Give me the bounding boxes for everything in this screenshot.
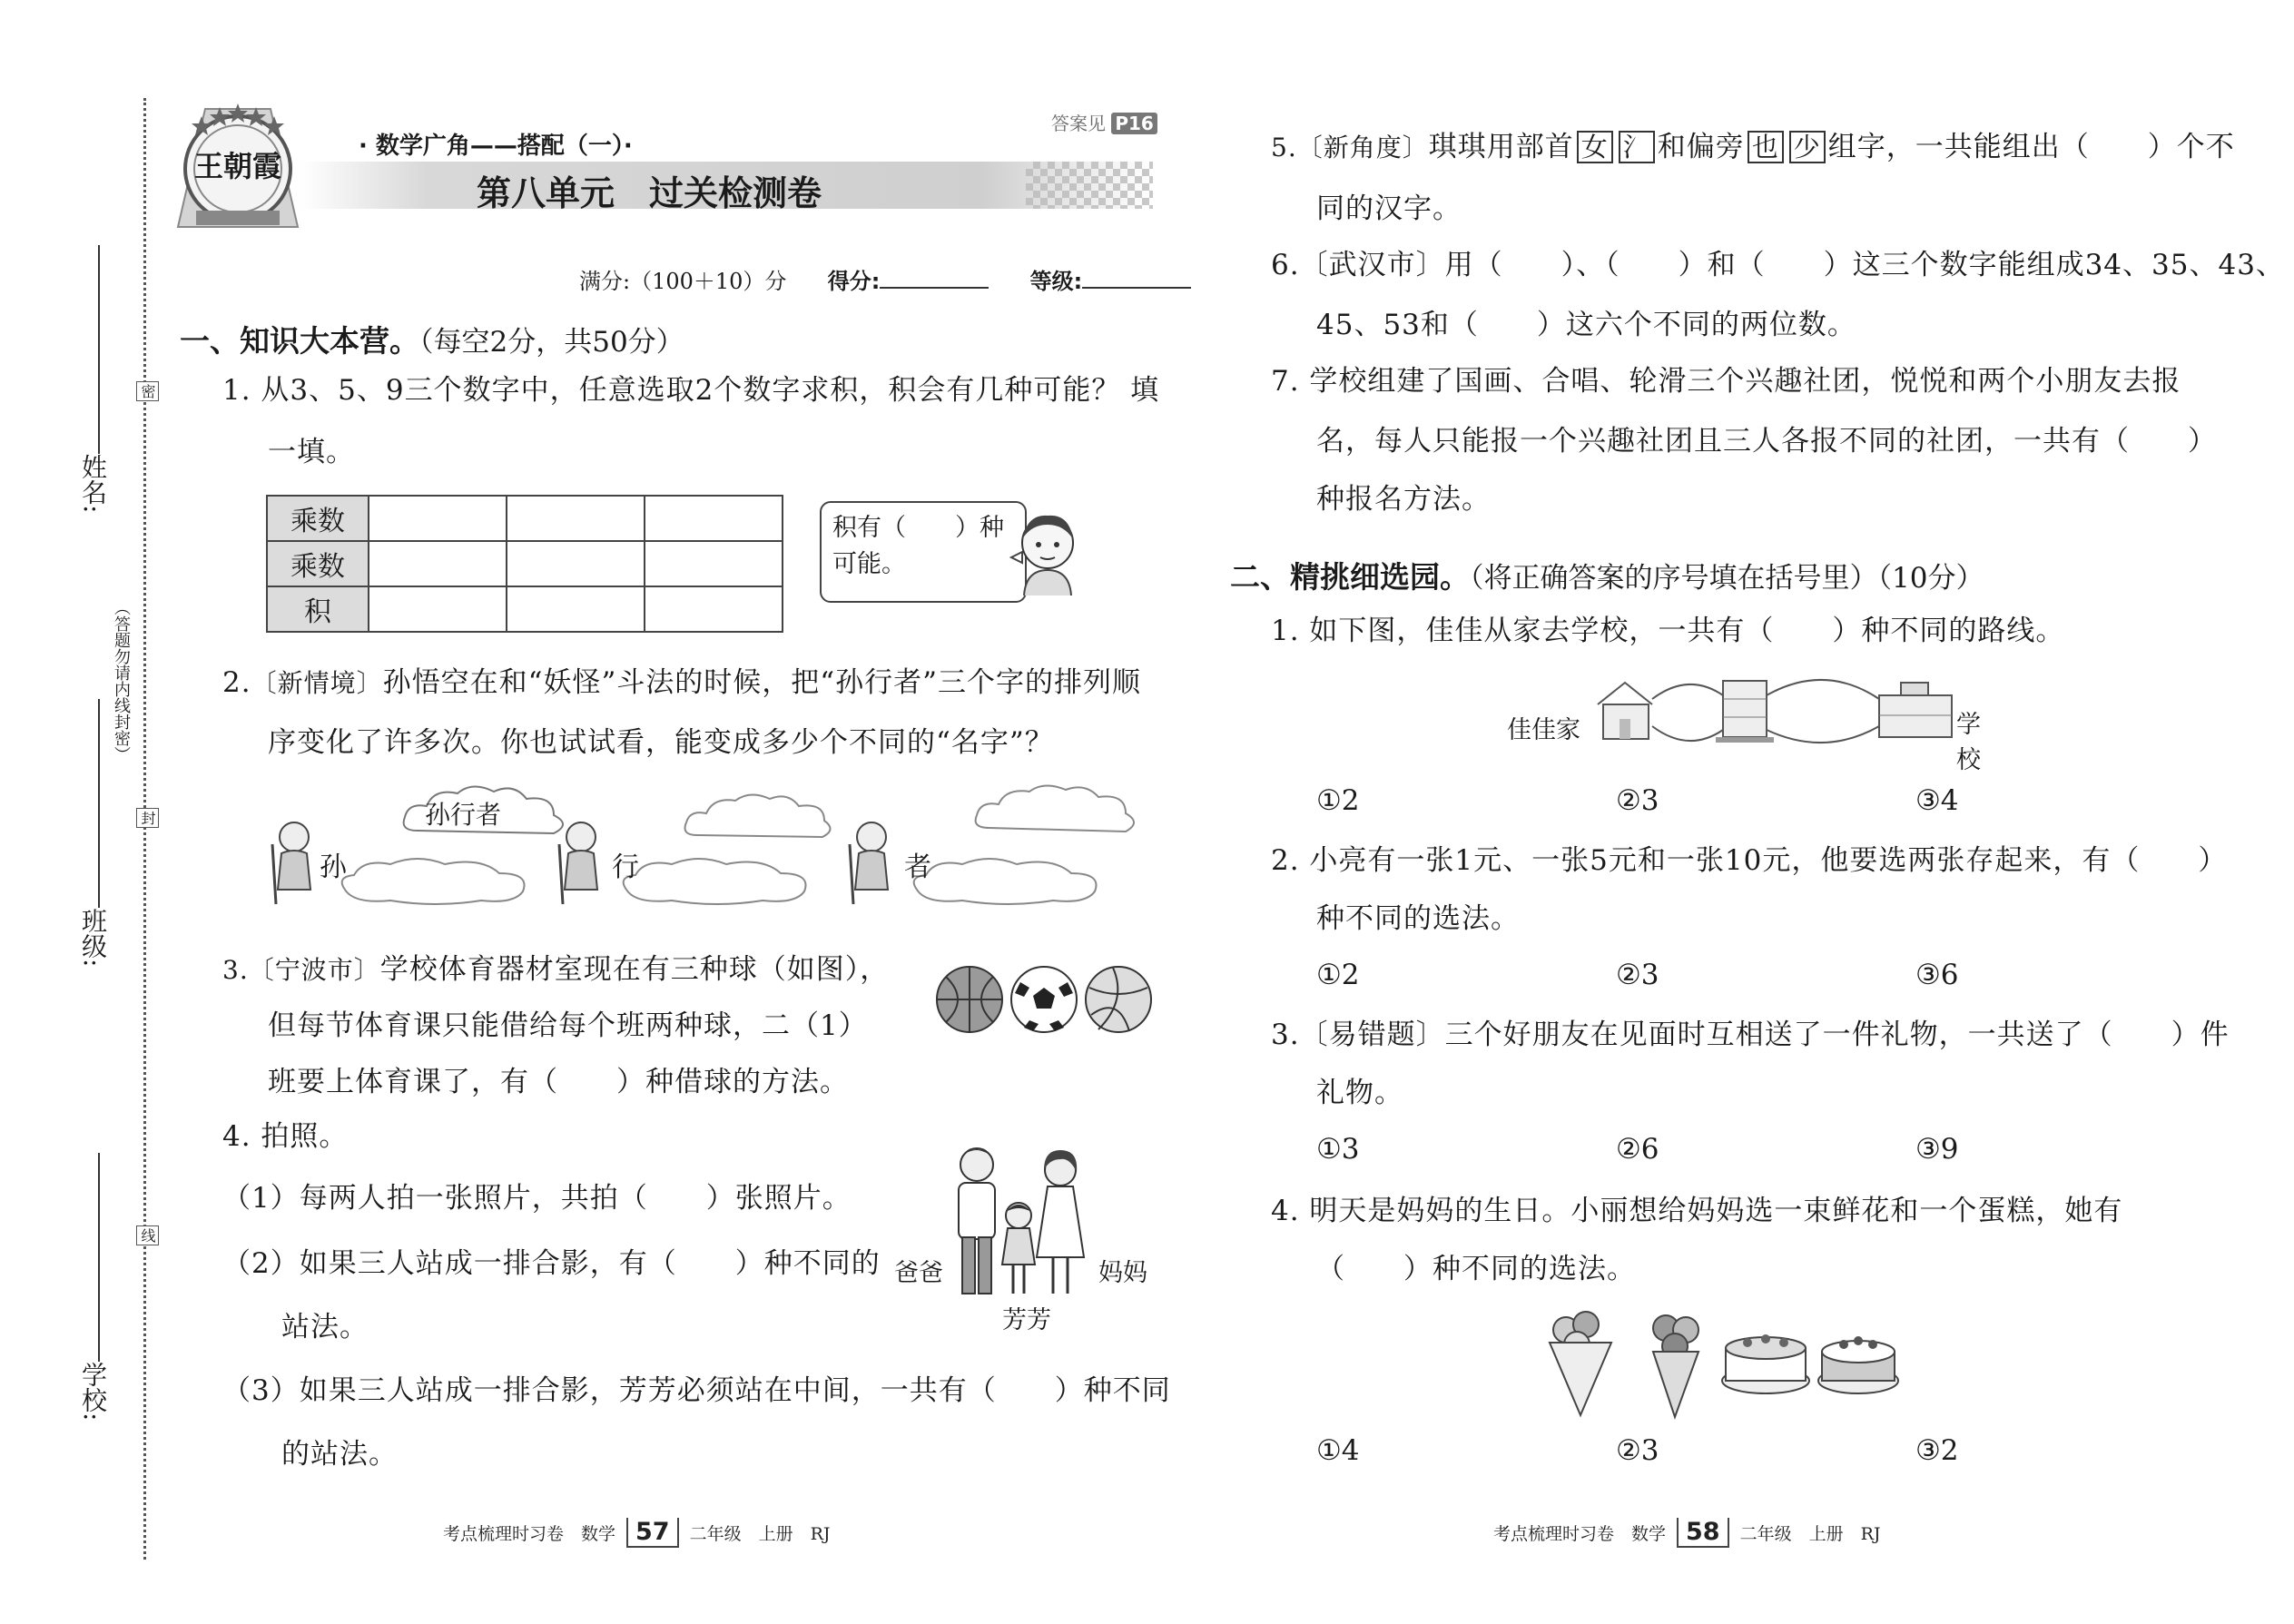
m1-option-c[interactable]: ③4 [1915,784,1959,817]
q2-text: 孙悟空在和“妖怪”斗法的时候，把“孙行者”三个字的排列顺 [382,666,1141,699]
q6-line1: 6.〔武汉市〕用（ ）、（ ）和（ ）这三个数字能组成34、35、43、 [1271,249,2285,281]
m1-option-a[interactable]: ①2 [1316,784,1360,817]
radical-box-1: 女 [1577,131,1613,163]
school-label: 学校 [1956,711,1981,774]
footer-suffix: 二年级 上册 RJ [1739,1524,1881,1544]
bouquet-icon [1653,1315,1698,1417]
name-underline [98,245,100,454]
monkey-icon [554,817,608,908]
answer-ref [1051,109,1157,135]
q7-line3: 种报名方法。 [1316,483,1491,516]
table-header-product: 积 [267,586,369,632]
gift-images [1530,1303,1902,1424]
table-cell[interactable] [645,496,783,541]
m4-option-c[interactable]: ③2 [1915,1434,1959,1467]
header-topic: · 数学广角——搭配（一）· [359,133,633,160]
binding-notice: （答题勿请内线封密） [112,599,131,763]
family-illustration [946,1139,1091,1302]
cut-mark-1: 密 [136,381,159,401]
m3-option-a[interactable]: ①3 [1316,1133,1360,1166]
q5-line1: 5.〔新角度〕琪琪用部首 女 氵 和偏旁 也 少 组字，一共能组出（ ）个不 [1271,131,2235,163]
cloud-empty-1 [681,790,835,846]
m2-option-b[interactable]: ②3 [1616,959,1659,991]
q3-line3: 班要上体育课了，有（ ）种借球的方法。 [268,1066,849,1098]
grade-input[interactable] [1082,287,1191,289]
table-cell[interactable] [369,586,507,632]
school-underline [98,1153,100,1362]
monkey-icon [844,817,899,908]
table-header-multiplier: 乘数 [267,541,369,586]
mom-label: 妈妈 [1098,1259,1147,1287]
cut-mark-2: 封 [136,808,159,828]
table-cell[interactable] [369,496,507,541]
table-cell[interactable] [645,541,783,586]
cake-icon [1722,1334,1809,1393]
name-label: 姓名: [78,454,108,514]
grade-label: 等级: [1029,269,1083,294]
q6-line2: 45、53和（ ）这六个不同的两位数。 [1316,309,1856,341]
basketball-icon [937,967,1002,1032]
binding-dotted-line [143,98,146,1560]
m3-line1: 3.〔易错题〕三个好朋友在见面时互相送了一件礼物，一共送了（ ）件 [1271,1019,2230,1051]
header-checker [1026,162,1153,209]
section1-title: 一、知识大本营。（每空2分，共50分） [180,323,684,359]
class-underline [98,699,100,908]
q3-text: 学校体育器材室现在有三种球（如图）， [379,953,890,986]
table-cell[interactable] [369,541,507,586]
answer-ref-page: P16 [1111,113,1157,134]
m4-option-b[interactable]: ②3 [1616,1434,1659,1467]
m2-option-c[interactable]: ③6 [1915,959,1959,991]
table-header-multiplicand: 乘数 [267,496,369,541]
q7-line1: 7. 学校组建了国画、合唱、轮滑三个兴趣社团，悦悦和两个小朋友去报 [1271,365,2181,398]
q5-tag: 5.〔新角度〕 [1271,133,1429,162]
cloud-bottom-1 [336,853,536,908]
q1-line2: 一填。 [268,436,355,468]
monkey-icon [267,817,321,908]
cloud-text: 孙行者 [425,800,502,830]
page-number: 58 [1677,1518,1729,1548]
school-building-icon [1879,683,1952,737]
table-row [267,541,783,586]
m4-option-a[interactable]: ①4 [1316,1434,1360,1467]
radical-box-3: 也 [1748,131,1784,163]
logo-text: 王朝霞 [194,149,282,183]
score-full: 满分:（100＋10）分 [579,269,787,294]
girl-figure [1002,1203,1035,1294]
footer-prefix: 考点梳理时习卷 数学 [443,1524,616,1544]
mom-figure [1037,1150,1084,1294]
m3-option-c[interactable]: ③9 [1915,1133,1959,1166]
score-line [579,263,1191,295]
table-cell[interactable] [645,586,783,632]
dad-figure [959,1148,995,1294]
cloud-empty-2 [971,781,1144,841]
route-diagram [1498,663,1981,774]
home-label: 佳佳家 [1507,716,1580,744]
page-title: 第八单元 过关检测卷 [477,173,822,213]
cake-icon [1818,1336,1898,1393]
product-table [266,495,783,633]
m4-line1: 4. 明天是妈妈的生日。小丽想给妈妈选一束鲜花和一个蛋糕，她有 [1271,1195,2123,1227]
score-label: 得分: [827,269,881,294]
answer-ref-label: 答案见 [1051,113,1106,134]
radical-box-4: 少 [1789,131,1826,163]
q4-sub3-line2: 的站法。 [281,1438,398,1471]
monkey-char-2: 行 [612,851,639,883]
q4-sub2-line1: （2）如果三人站成一排合影，有（ ）种不同的 [222,1247,881,1280]
section2-title: 二、精挑细选园。（将正确答案的序号填在括号里）（10分） [1230,559,1984,595]
table-cell[interactable] [507,541,645,586]
table-cell[interactable] [507,586,645,632]
class-label: 班级: [78,908,108,968]
speech-bubble [820,501,1027,603]
building-icon [1716,681,1774,743]
logo-badge [169,91,307,229]
left-footer [443,1518,831,1548]
m4-line2: （ ）种不同的选法。 [1316,1253,1636,1285]
school-label: 学校: [78,1362,108,1422]
boy-illustration [1009,508,1082,599]
bouquet-icon [1550,1312,1611,1415]
score-input[interactable] [880,287,989,289]
house-icon [1598,683,1652,739]
table-row [267,496,783,541]
girl-label: 芳芳 [1002,1306,1051,1334]
radical-box-2: 氵 [1619,131,1655,163]
q5-line2: 同的汉字。 [1316,192,1462,225]
monkey-char-3: 者 [904,851,931,883]
m2-option-a[interactable]: ①2 [1316,959,1360,991]
monkey-row [263,781,1153,926]
ball-images [935,964,1153,1038]
table-row [267,586,783,632]
monkey-char-1: 孙 [320,851,347,883]
m1-option-b[interactable]: ②3 [1616,784,1659,817]
q7-line2: 名，每人只能报一个兴趣社团且三人各报不同的社团，一共有（ ） [1316,425,2217,458]
m1-text: 1. 如下图，佳佳从家去学校，一共有（ ）种不同的路线。 [1271,615,2065,647]
volleyball-icon [1086,967,1151,1032]
q3-tag: 3.〔宁波市〕 [222,955,380,985]
cloud-bottom-2 [617,853,817,908]
q4-sub1: （1）每两人拍一张照片，共拍（ ）张照片。 [222,1182,852,1215]
q3-line1 [222,951,889,989]
footer-prefix: 考点梳理时习卷 数学 [1493,1524,1667,1544]
q3-line2: 但每节体育课只能借给每个班两种球，二（1） [268,1009,868,1042]
q2-line2: 序变化了许多次。你也试试看，能变成多少个不同的“名字”？ [268,726,1054,759]
q4-title: 4. 拍照。 [222,1120,349,1153]
table-cell[interactable] [507,496,645,541]
m3-line2: 礼物。 [1316,1077,1403,1109]
page-number: 57 [626,1518,679,1548]
m2-line1: 2. 小亮有一张1元、一张5元和一张10元，他要选两张存起来，有（ ） [1271,844,2228,877]
cloud-bottom-3 [908,853,1108,908]
m2-line2: 种不同的选法。 [1316,902,1520,935]
q2-line1: 2.〔新情境〕孙悟空在和“妖怪”斗法的时候，把“孙行者”三个字的排列顺 [222,666,1141,699]
q2-tag: 〔新情境〕 [251,668,383,698]
q1-line1: 1. 从3、5、9三个数字中，任意选取2个数字求积，积会有几种可能？ 填 [222,374,1160,407]
footer-suffix: 二年级 上册 RJ [689,1524,831,1544]
q4-sub3-line1: （3）如果三人站成一排合影，芳芳必须站在中间，一共有（ ）种不同 [222,1374,1171,1407]
bubble-line2: 可能。 [832,550,906,578]
m3-option-b[interactable]: ②6 [1616,1133,1659,1166]
cut-mark-3: 线 [136,1225,159,1245]
right-footer [1493,1518,1881,1548]
bubble-line1: 积有（ ）种 [832,514,1004,542]
soccer-ball-icon [1011,967,1077,1032]
dad-label: 爸爸 [894,1259,943,1287]
q4-sub2-line2: 站法。 [281,1311,369,1343]
